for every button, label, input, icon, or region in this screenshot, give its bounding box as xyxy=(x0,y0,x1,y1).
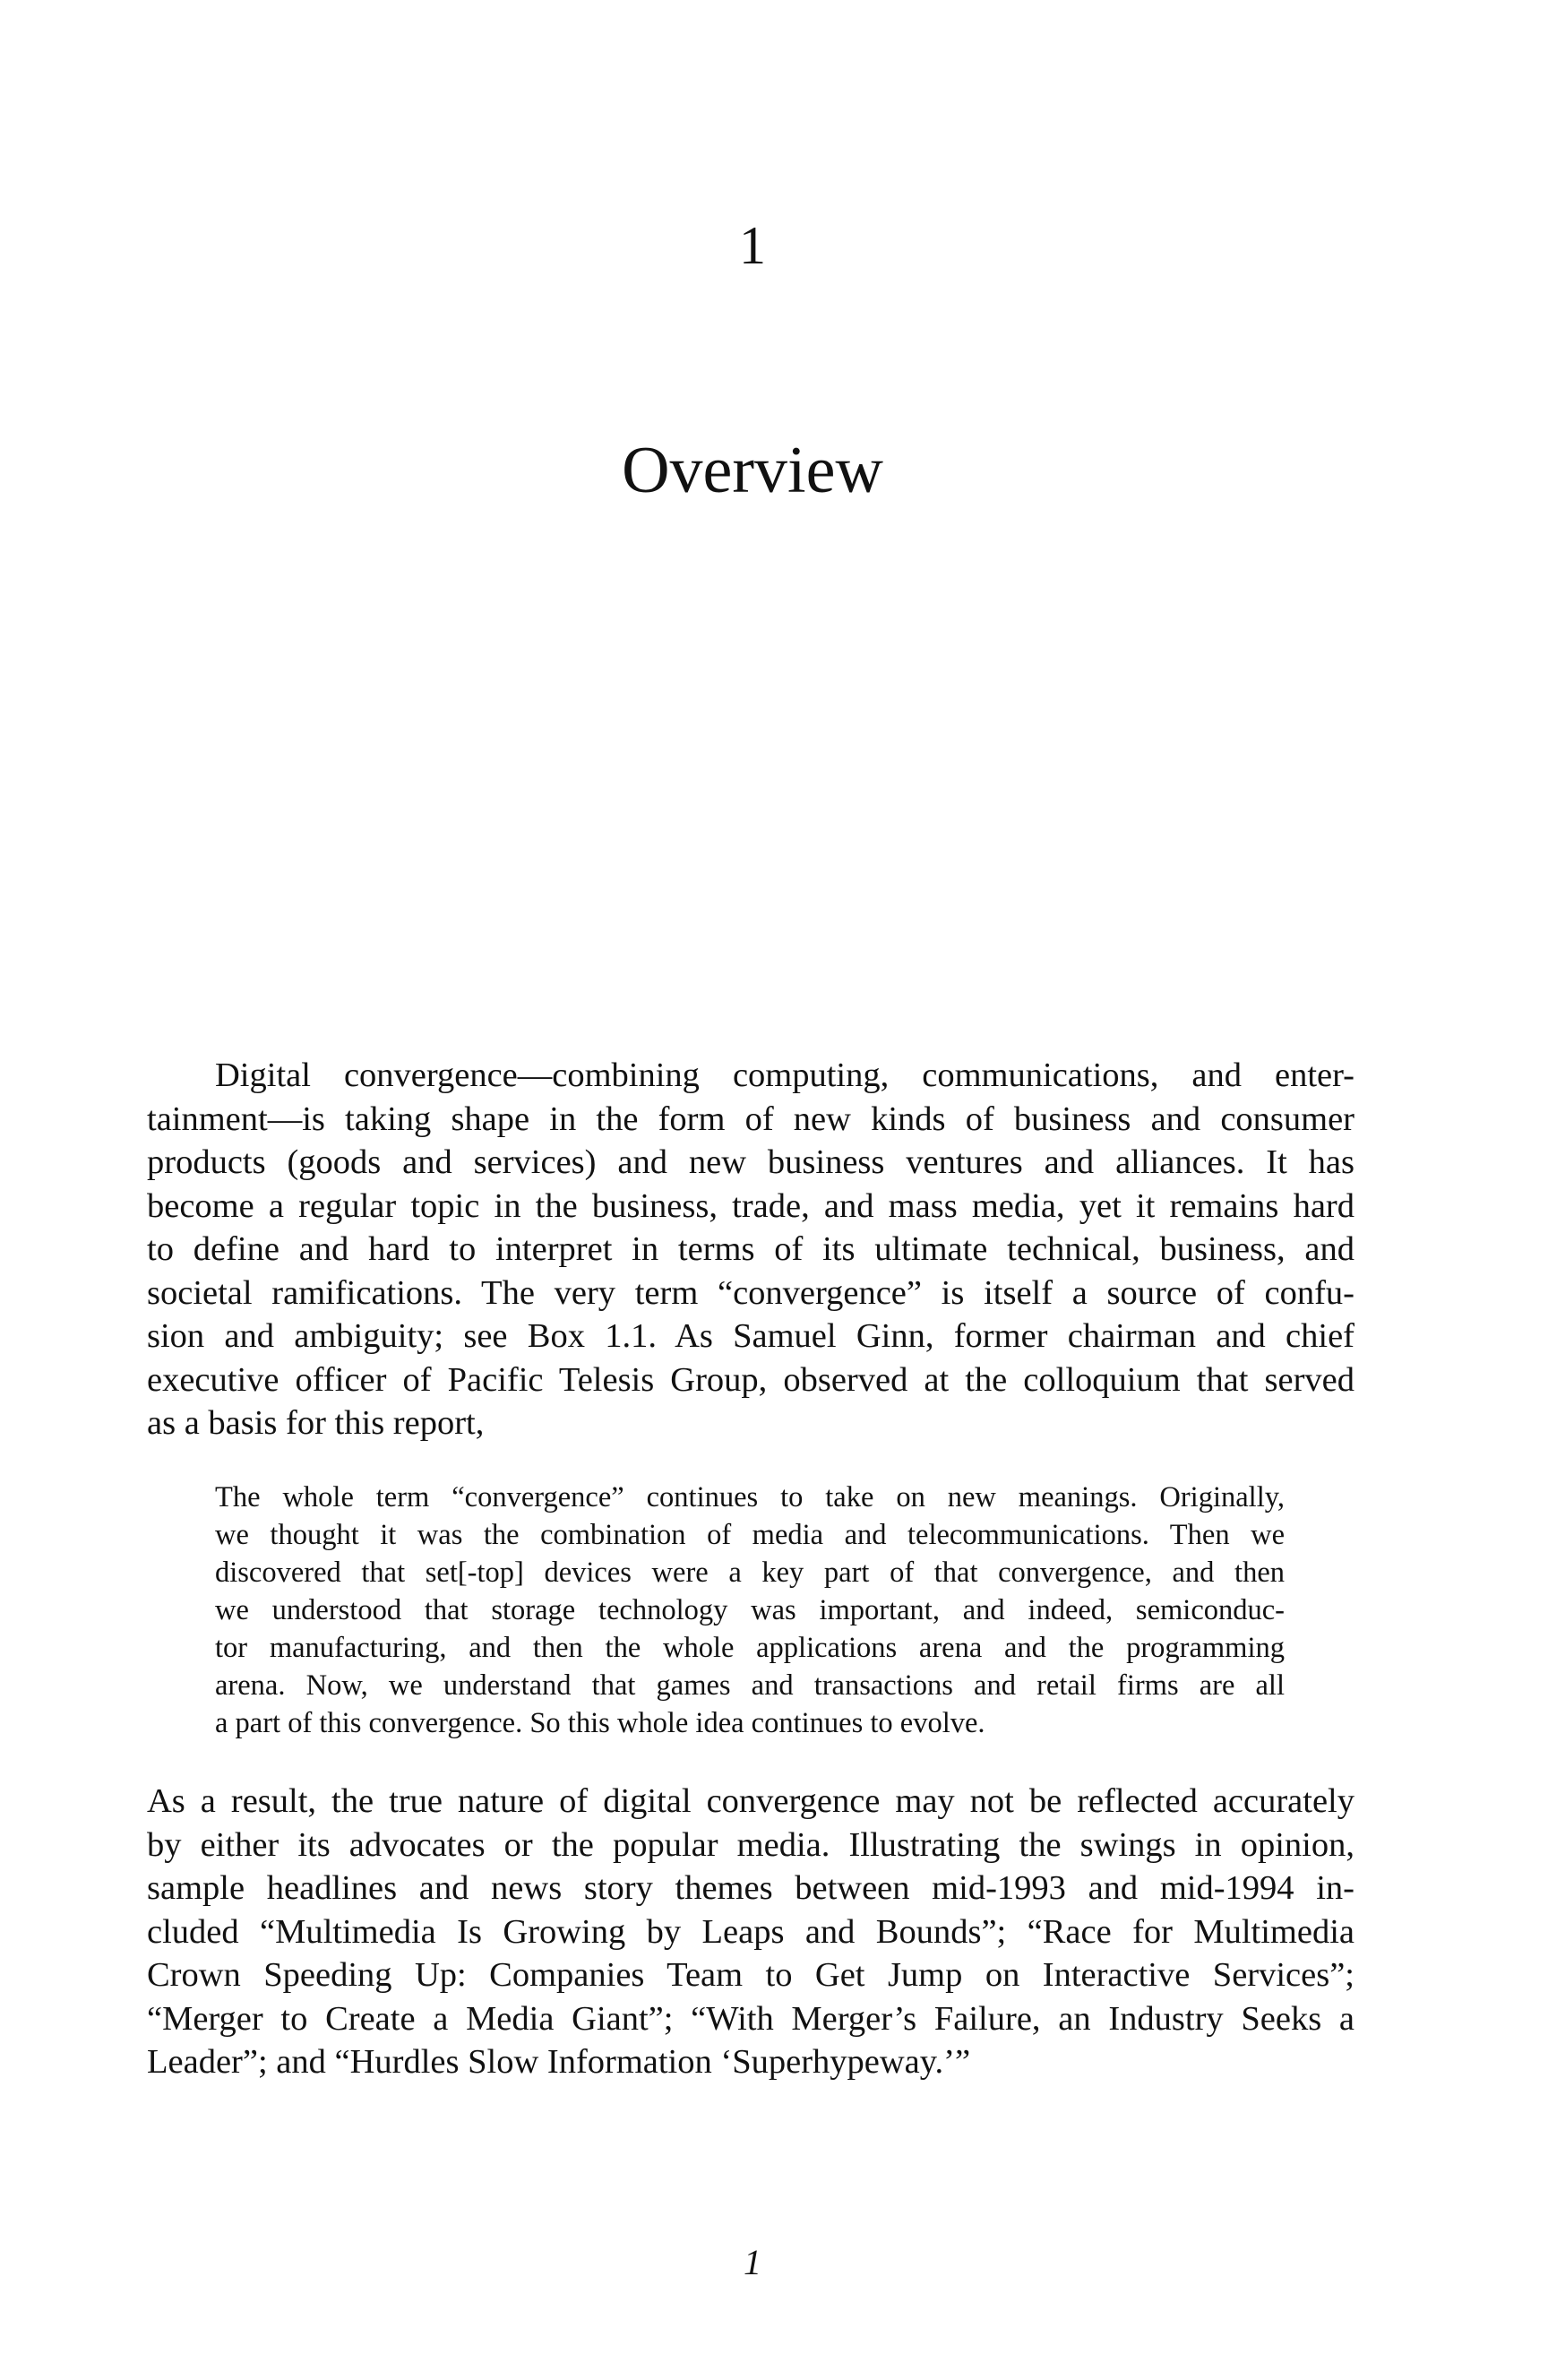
quote-line: arena. Now, we understand that games and transactions and retail firms are all xyxy=(215,1669,1285,1702)
quote-line: The whole term “convergence” continues to take on new meanings. Originally, xyxy=(215,1481,1285,1513)
body-paragraph-2 xyxy=(147,1780,1354,2084)
paragraph-line: products (goods and services) and new business ventures and alliances. It has xyxy=(147,1143,1354,1181)
block-quote xyxy=(215,1479,1285,1742)
paragraph-line: cluded “Multimedia Is Growing by Leaps and Bounds”; “Race for Multimedia xyxy=(147,1912,1354,1951)
paragraph-line: “Merger to Create a Media Giant”; “With Merger’s Failure, an Industry Seeks a xyxy=(147,1999,1354,2038)
paragraph-line: by either its advocates or the popular media. Illustrating the swings in opinion, xyxy=(147,1825,1354,1864)
paragraph-line: Leader”; and “Hurdles Slow Information ‘Superhypeway.’” xyxy=(147,2043,971,2081)
paragraph-line: Digital convergence—combining computing, communications, and enter- xyxy=(215,1056,1354,1094)
chapter-number: 1 xyxy=(739,216,766,275)
paragraph-line: societal ramifications. The very term “convergence” is itself a source of confu- xyxy=(147,1273,1354,1312)
paragraph-line: sample headlines and news story themes between mid-1993 and mid-1994 in- xyxy=(147,1869,1354,1907)
quote-line: discovered that set[-top] devices were a key part of that convergence, and then xyxy=(215,1556,1285,1589)
quote-line: we thought it was the combination of media and telecommunications. Then we xyxy=(215,1519,1285,1551)
chapter-title: Overview xyxy=(622,434,883,507)
paragraph-line: tainment—is taking shape in the form of new kinds of business and consumer xyxy=(147,1099,1354,1138)
paragraph-line: As a result, the true nature of digital convergence may not be reflected accurately xyxy=(147,1782,1354,1820)
paragraph-line: sion and ambiguity; see Box 1.1. As Samuel Ginn, former chairman and chief xyxy=(147,1317,1354,1355)
paragraph-line: as a basis for this report, xyxy=(147,1404,485,1442)
quote-line: a part of this convergence. So this whole idea continues to evolve. xyxy=(215,1707,985,1739)
body-paragraph-1 xyxy=(147,1054,1354,1445)
page-number: 1 xyxy=(744,2242,761,2282)
paragraph-line: to define and hard to interpret in terms of its ultimate technical, business, and xyxy=(147,1230,1354,1268)
paragraph-line: executive officer of Pacific Telesis Group, observed at the colloquium that served xyxy=(147,1360,1354,1399)
quote-line: tor manufacturing, and then the whole applications arena and the programming xyxy=(215,1632,1285,1664)
paragraph-line: Crown Speeding Up: Companies Team to Get Jump on Interactive Services”; xyxy=(147,1956,1354,1994)
paragraph-line: become a regular topic in the business, trade, and mass media, yet it remains hard xyxy=(147,1186,1354,1225)
quote-line: we understood that storage technology was important, and indeed, semiconduc- xyxy=(215,1594,1285,1626)
